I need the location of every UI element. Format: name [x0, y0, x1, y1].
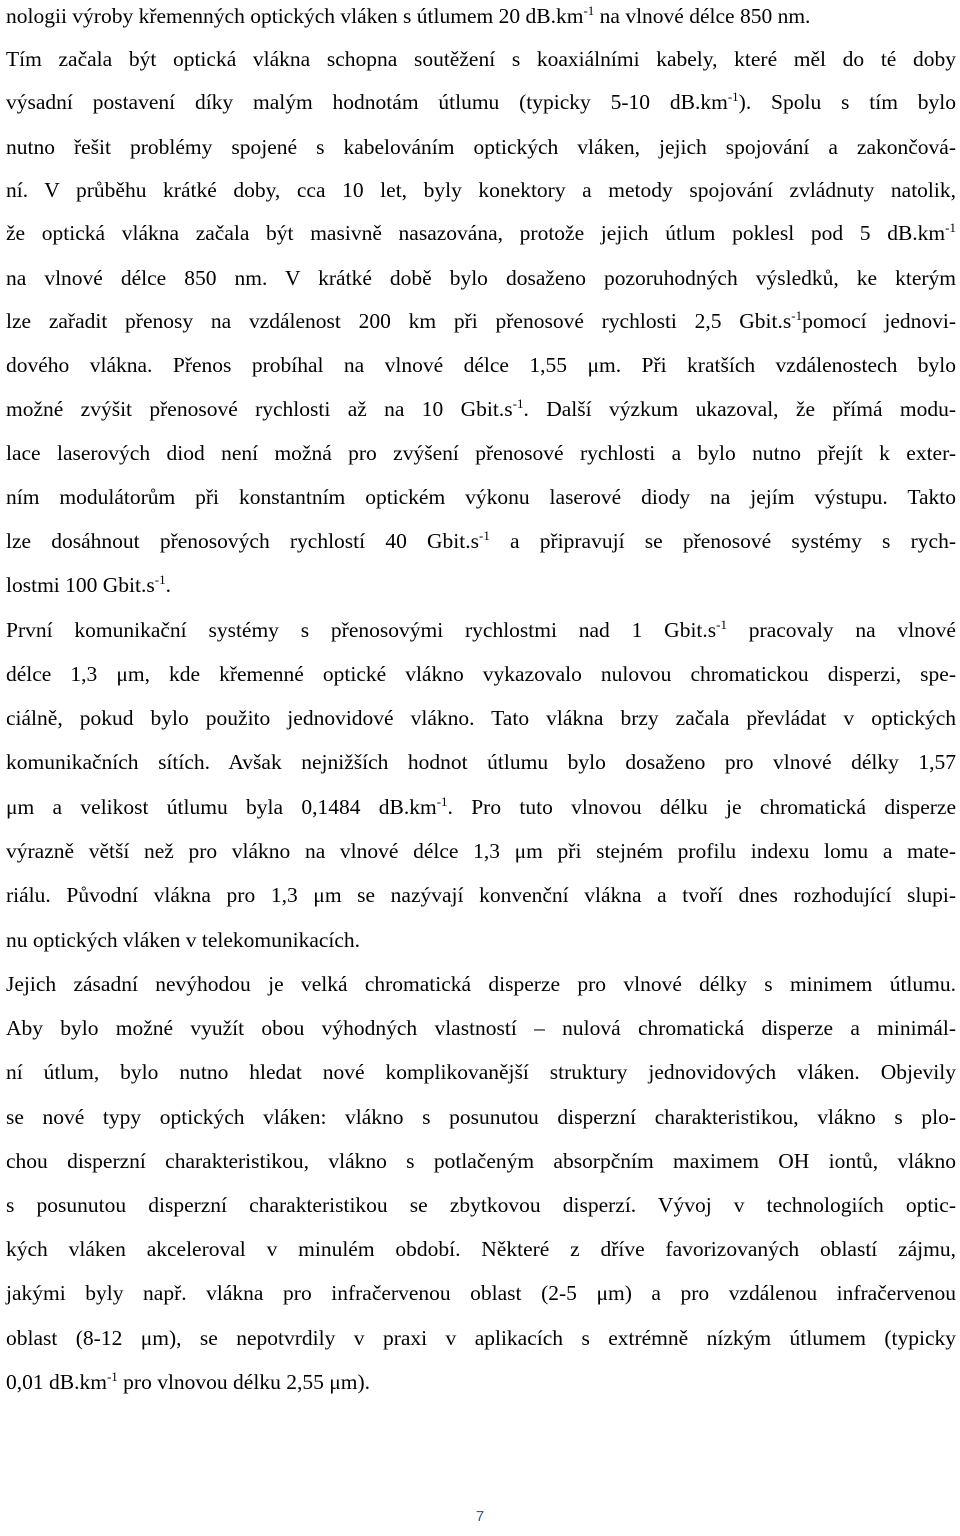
line-text: μm a velikost útlumu byla 0,1484 dB.km — [6, 795, 437, 819]
line-text: Jejich zásadní nevýhodou je velká chromatická disperze pro vlnové délky s minimem útlumu. — [6, 972, 956, 996]
line-text: nu optických vláken v telekomunikacích. — [6, 928, 361, 952]
line-text-after: . Pro tuto vlnovou délku je chromatická disperze — [447, 795, 956, 819]
line-text: 0,01 dB.km — [6, 1370, 107, 1394]
page-number: 7 — [475, 1508, 485, 1525]
line-text: ciálně, pokud bylo použito jednovidové vlákno. Tato vlákna brzy začala převládat v optických — [6, 706, 956, 730]
line-text: První komunikační systémy s přenosovými rychlostmi nad 1 Gbit.s — [6, 618, 717, 642]
text-line — [6, 1103, 956, 1131]
text-line — [6, 1191, 956, 1219]
line-text: výsadní postavení díky malým hodnotám útlumu (typicky 5-10 dB.km — [6, 90, 728, 114]
line-text: lostmi 100 Gbit.s — [6, 573, 155, 597]
line-text: se nové typy optických vláken: vlákno s posunutou disperzní charakteristikou, vlákno s plo- — [6, 1105, 956, 1129]
line-text-after: a připravují se přenosové systémy s rych- — [489, 529, 956, 553]
line-text: lze zařadit přenosy na vzdálenost 200 km při přenosové rychlosti 2,5 Gbit.s — [6, 309, 792, 333]
superscript: -1 — [727, 89, 739, 104]
text-line — [6, 571, 171, 599]
line-text-after: na vlnové délce 850 nm. — [594, 4, 811, 28]
line-text: komunikačních sítích. Avšak nejnižších hodnot útlumu bylo dosaženo pro vlnové délky 1,57 — [6, 750, 956, 774]
text-line — [6, 1058, 956, 1086]
superscript: -1 — [436, 794, 448, 809]
text-line — [6, 1147, 956, 1175]
superscript: -1 — [478, 528, 490, 543]
line-text: možné zvýšit přenosové rychlosti až na 10 Gbit.s — [6, 397, 513, 421]
line-text: s posunutou disperzní charakteristikou se zbytkovou disperzí. Vývoj v technologiích optic- — [6, 1193, 956, 1217]
text-line — [6, 1324, 956, 1352]
line-text: výrazně větší než pro vlákno na vlnové délce 1,3 μm při stejném profilu indexu lomu a mate- — [6, 839, 956, 863]
superscript: -1 — [106, 1369, 118, 1384]
line-text-after: pracovaly na vlnové — [726, 618, 956, 642]
text-line — [6, 2, 810, 30]
line-text: nologii výroby křemenných optických vláken s útlumem 20 dB.km — [6, 4, 584, 28]
text-line — [6, 527, 956, 555]
line-text: lze dosáhnout přenosových rychlostí 40 Gbit.s — [6, 529, 479, 553]
text-line — [6, 881, 956, 909]
line-text-after: ). Spolu s tím bylo — [738, 90, 956, 114]
text-line — [6, 133, 956, 161]
line-text: oblast (8-12 μm), se nepotvrdily v praxi v aplikacích s extrémně nízkým útlumem (typicky — [6, 1326, 956, 1350]
line-text-after: . Další výzkum ukazoval, že přímá modu- — [523, 397, 956, 421]
text-line — [6, 264, 956, 292]
text-line — [6, 88, 956, 116]
line-text: že optická vlákna začala být masivně nasazována, protože jejich útlum poklesl pod 5 dB.km — [6, 221, 946, 245]
text-line — [6, 219, 956, 247]
text-line — [6, 660, 956, 688]
text-line — [6, 395, 956, 423]
text-line — [6, 439, 956, 467]
superscript: -1 — [583, 3, 595, 18]
text-line — [6, 837, 956, 865]
line-text: lace laserových diod není možná pro zvýšení přenosové rychlosti a bylo nutno přejít k exter- — [6, 441, 956, 465]
line-text-after: . — [165, 573, 171, 597]
line-text: chou disperzní charakteristikou, vlákno s potlačeným absorpčním maximem OH iontů, vlákno — [6, 1149, 956, 1173]
line-text: dového vlákna. Přenos probíhal na vlnové délce 1,55 μm. Při kratších vzdálenostech bylo — [6, 353, 956, 377]
line-text: nutno řešit problémy spojené s kabelováním optických vláken, jejich spojování a zakončová- — [6, 135, 956, 159]
superscript: -1 — [791, 308, 803, 323]
text-line — [6, 704, 956, 732]
text-line — [6, 926, 360, 954]
text-line — [6, 1279, 956, 1307]
text-line — [6, 176, 956, 204]
text-line — [6, 45, 956, 73]
line-text: kých vláken akceleroval v minulém období. Některé z dříve favorizovaných oblastí zájmu, — [6, 1237, 956, 1261]
superscript: -1 — [716, 617, 727, 632]
text-line — [6, 351, 956, 379]
text-line — [6, 970, 956, 998]
text-line — [6, 1368, 370, 1396]
superscript: -1 — [512, 396, 524, 411]
superscript: -1 — [945, 220, 956, 235]
text-line — [6, 483, 956, 511]
text-line — [6, 1014, 956, 1042]
line-text: Tím začala být optická vlákna schopna soutěžení s koaxiálními kabely, které měl do té doby — [6, 47, 956, 71]
line-text: délce 1,3 μm, kde křemenné optické vlákno vykazovalo nulovou chromatickou disperzi, spe- — [6, 662, 956, 686]
text-line — [6, 1235, 956, 1263]
line-text-after: pro vlnovou délku 2,55 μm). — [117, 1370, 370, 1394]
line-text: Aby bylo možné využít obou výhodných vlastností – nulová chromatická disperze a minimál- — [6, 1016, 956, 1040]
line-text: na vlnové délce 850 nm. V krátké době bylo dosaženo pozoruhodných výsledků, ke kterým — [6, 266, 956, 290]
text-line — [6, 748, 956, 776]
line-text: ní. V průběhu krátké doby, cca 10 let, byly konektory a metody spojování zvládnuty natolik, — [6, 178, 956, 202]
line-text: ní útlum, bylo nutno hledat nové komplikovanější struktury jednovidových vláken. Objevily — [6, 1060, 956, 1084]
superscript: -1 — [154, 572, 166, 587]
line-text-after: pomocí jednovi- — [802, 309, 956, 333]
line-text: ním modulátorům při konstantním optickém výkonu laserové diody na jejím výstupu. Takto — [6, 485, 956, 509]
text-line — [6, 793, 956, 821]
line-text: jakými byly např. vlákna pro infračervenou oblast (2-5 μm) a pro vzdálenou infračervenou — [6, 1281, 956, 1305]
text-line — [6, 307, 956, 335]
text-line — [6, 616, 956, 644]
line-text: riálu. Původní vlákna pro 1,3 μm se nazývají konvenční vlákna a tvoří dnes rozhodující slupi- — [6, 883, 956, 907]
